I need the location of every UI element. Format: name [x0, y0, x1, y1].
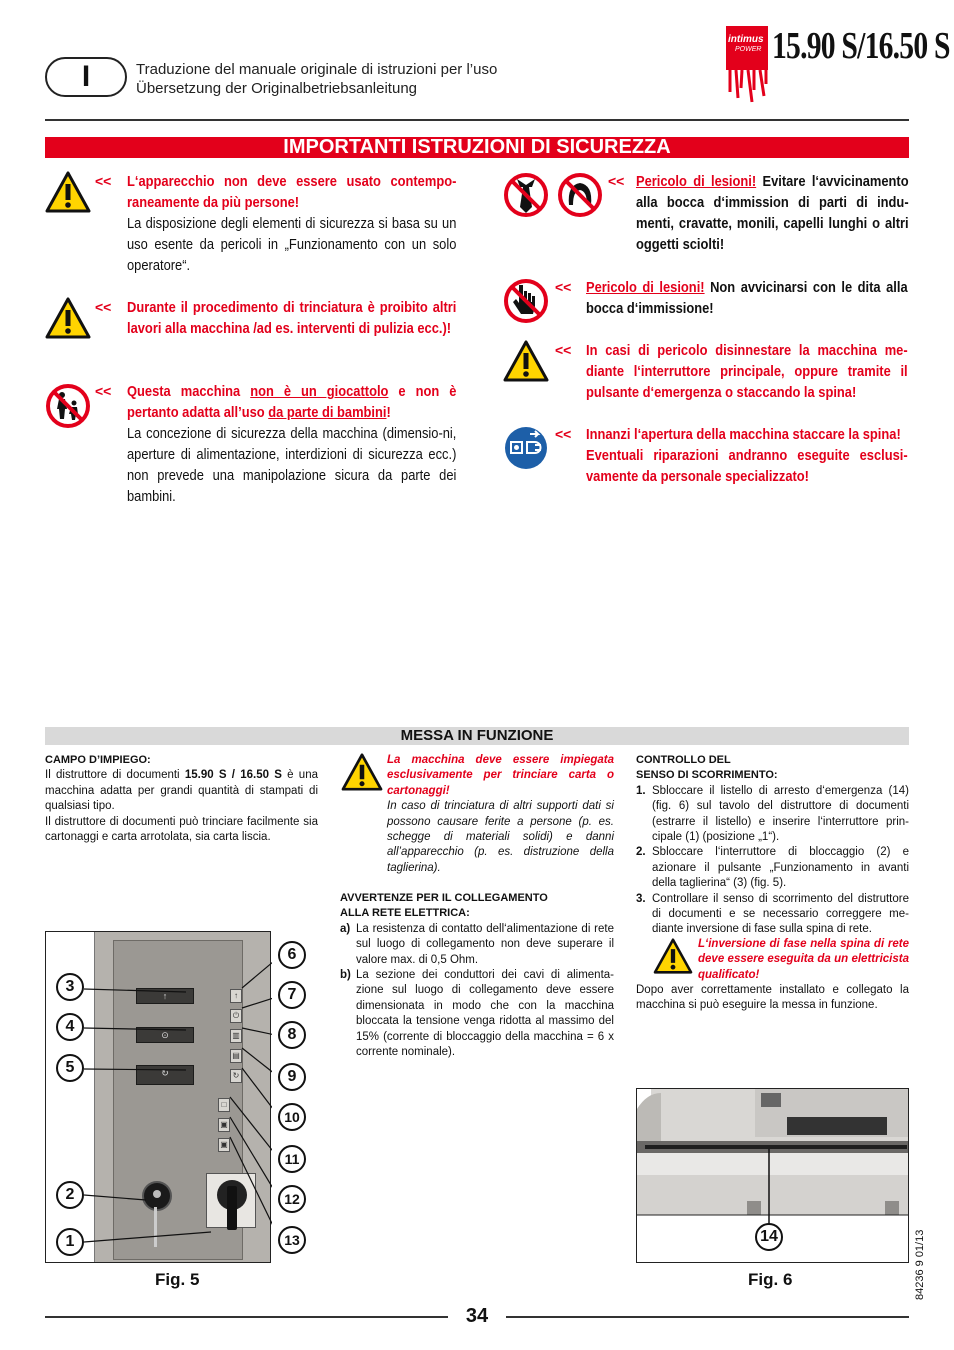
- safety-item-fingers: << Pericolo di lesioni! Non avvicinarsi con le dita alla bocca d‘immissione!: [555, 279, 908, 317]
- callout-7: 7: [278, 981, 306, 1009]
- model-title: 15.90 S/16.50 S: [772, 25, 950, 67]
- safety-item-unplug: << Innanzi l‘apertura della macchina staccare la spina! Eventuali riparazioni andranno eseguite esclusi-vamente da personale specializzato!: [555, 426, 908, 485]
- footer-rule-left: [45, 1316, 448, 1318]
- warning-triangle-icon: [503, 340, 549, 382]
- callout-3: 3: [56, 973, 84, 1001]
- figure-5-control-panel: [45, 931, 271, 1263]
- callout-12: 12: [278, 1185, 306, 1213]
- no-fingers-icon: [503, 277, 549, 325]
- figure-6-label: Fig. 6: [748, 1270, 793, 1289]
- safety-warning-text: L‘apparecchio non deve essere usato contempo-raneamente da più persone!: [127, 173, 457, 211]
- safety-item-multiple-persons: << L‘apparecchio non deve essere usato contempo-raneamente da più persone! La disposizione degli elementi di sicurezza si basa su un uso esente da pericoli in „Funzionamento con un solo operatore“.: [95, 173, 457, 274]
- page-number: 34: [465, 1305, 489, 1327]
- forward-button: ↑: [136, 988, 194, 1004]
- safety-info-text: La concezione di sicurezza della macchina (dimensio-ni, aperture di alimentazione, interdizioni di sicurezza ecc.) non prevede una manipolazione sicura da parte dei bambini.: [127, 425, 457, 505]
- safety-warning-text: Durante il procedimento di trinciatura è proibito altri lavori alla macchina /ad es. interventi di pulizia ecc.)!: [127, 299, 457, 337]
- intimus-logo: [726, 26, 768, 106]
- figure-5-label: Fig. 5: [155, 1270, 200, 1289]
- footer-rule-right: [506, 1316, 909, 1318]
- final-note: Dopo aver correttamente installato e collegato la macchina si può eseguire la messa in funzione.: [636, 984, 909, 1012]
- brand-name: intimus: [728, 34, 764, 45]
- stop-button: ⊙: [136, 1027, 194, 1043]
- column-usage: [45, 753, 318, 845]
- callout-8: 8: [278, 1021, 306, 1049]
- document-code: 84236 9 01/13: [914, 1229, 926, 1300]
- unplug-before-opening-icon: [503, 425, 549, 471]
- overload-indicator-icon: ▣: [218, 1138, 230, 1152]
- column-direction-check: CONTROLLO DEL SENSO DI SCORRIMENTO: 1. Sbloccare il listello di arresto d‘emergenza (14) (fig. 6) sul tavolo del distruttore di documenti (estrarre il listello) e inserire l‘interruttore prin-cipale (1) (posizione „1“). 2. Sbloccare l‘interruttore di bloccaggio (2) e azionare il pulsante „Funzionamento in avanti della taglierina“ (3) (fig. 5). 3. Controllare il senso di scorrimento del distruttore di documenti e se necessario correggere me-diante inversione di fase sulla spina di rete.: [636, 754, 909, 936]
- forward-indicator-icon: ↑: [230, 989, 242, 1003]
- warning-triangle-icon: [340, 753, 384, 791]
- callout-11: 11: [278, 1145, 306, 1173]
- callout-5: 5: [56, 1054, 84, 1082]
- callout-13: 13: [278, 1226, 306, 1254]
- bin-full-indicator-icon: ▤: [230, 1049, 242, 1063]
- safety-info-text: La disposizione degli elementi di sicurezza si basa su un uso esente da pericoli in „Funzionamento con un solo operatore“.: [127, 215, 457, 274]
- language-badge: I: [45, 57, 127, 97]
- power-indicator-icon: ⏻: [230, 1009, 242, 1023]
- reverse-indicator-icon: ↻: [230, 1069, 242, 1083]
- usage-heading: CAMPO D’IMPIEGO:: [45, 754, 151, 766]
- warning-triangle-icon: [652, 938, 694, 974]
- phase-inversion-warning: L‘inversione di fase nella spina di rete deve essere eseguita da un elettricista qualificato!: [698, 938, 909, 981]
- callout-9: 9: [278, 1063, 306, 1091]
- header-rule: [45, 119, 909, 121]
- safety-title: IMPORTANTI ISTRUZIONI DI SICUREZZA: [45, 137, 909, 158]
- no-children-icon: [45, 383, 91, 429]
- usage-paragraph: Il distruttore di documenti 15.90 S / 16.50 S è una macchina adatta per grandi quantità di stampati di qualsiasi tipo.: [45, 769, 318, 813]
- no-long-hair-icon: [557, 171, 603, 219]
- oil-indicator-icon: ▣: [218, 1118, 230, 1132]
- callout-2: 2: [56, 1181, 84, 1209]
- callout-1: 1: [56, 1228, 84, 1256]
- callout-10: 10: [278, 1103, 306, 1131]
- warning-triangle-icon: [45, 171, 91, 213]
- callout-6: 6: [278, 941, 306, 969]
- figure-6-emergency-bar: [636, 1088, 909, 1263]
- section-title: MESSA IN FUNZIONE: [45, 727, 909, 745]
- warning-triangle-icon: [45, 297, 91, 339]
- paper-only-warning: La macchina deve essere impiegata esclusivamente per trinciare carta o cartonaggi! In caso di trinciatura di altri supporti dati si possono causare ferite a persone (p. es. schegge di materiali solidi) e danni all’apparecchio (p. es. distruzione della taglierina).: [387, 754, 614, 874]
- column-electrical: AVVERTENZE PER IL COLLEGAMENTO ALLA RETE ELETTRICA: a) La resistenza di contatto dell‘alimentazione di rete sul luogo di collegamento non deve superare il valore max. di 0,5 Ohm. b) La sezione dei conduttori dei cavi di alimenta-zione sul luogo di collegamento deve essere dimensionata in modo che con la macchina bloccata la tensione venga ridotta al massimo del 15% (corrente di bloccaggio della macchina = 6 x corrente nominale).: [340, 892, 614, 1059]
- header-line-german: Übersetzung der Originalbetriebsanleitung: [136, 80, 418, 97]
- usage-paragraph: Il distruttore di documenti può trinciare facilmente sia cartonaggi e carta arrotolata, sia carta liscia.: [45, 815, 318, 844]
- safety-item-clothing: << Pericolo di lesioni! Evitare l‘avvicinamento alla bocca d‘immission di parti di indu-menti, cravatte, monili, capelli lunghi o altri oggetti sciolti!: [608, 173, 909, 253]
- safety-item-not-a-toy: << Questa macchina non è un giocattolo e non è pertanto adatta all’uso da parte di bambini! La concezione di sicurezza della macchina (dimensio-ni, aperture di alimentazione, interdizioni di sicurezza ecc.) non prevede una manipolazione sicura da parte dei bambini.: [95, 383, 457, 505]
- cutter-indicator-icon: ▥: [230, 1029, 242, 1043]
- callout-4: 4: [56, 1013, 84, 1041]
- safety-item-no-other-work: << Durante il procedimento di trinciatura è proibito altri lavori alla macchina /ad es. interventi di pulizia ecc.)!: [95, 299, 457, 337]
- reverse-button: ↻: [136, 1065, 194, 1085]
- header-line-italian: Traduzione del manuale originale di istruzioni per l’uso: [136, 61, 498, 78]
- no-tie-icon: [503, 171, 549, 219]
- door-indicator-icon: □: [218, 1098, 230, 1112]
- brand-sub: POWER: [735, 46, 762, 53]
- callout-14: 14: [755, 1223, 783, 1251]
- safety-item-emergency: << In casi di pericolo disinnestare la macchina me-diante l‘interruttore principale, oppure tramite il pulsante d‘emergenza o staccando la spina!: [555, 342, 908, 401]
